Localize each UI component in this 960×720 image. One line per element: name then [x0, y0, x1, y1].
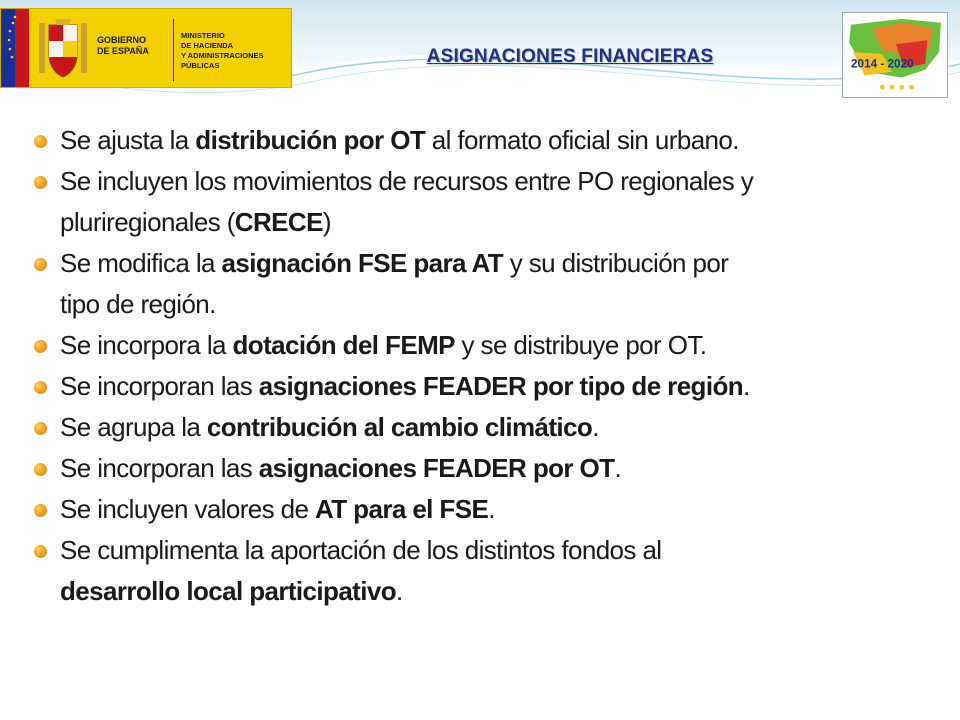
bullet-text: pluriregionales (	[60, 207, 235, 237]
bullet-list	[32, 120, 937, 612]
bullet-text: Se incluyen valores de	[60, 494, 316, 524]
gobierno-de-espana-text: GOBIERNO DE ESPAÑA	[97, 35, 149, 56]
bullet-text: .	[488, 494, 495, 524]
bullet-dot-icon	[34, 463, 47, 476]
bullet-item	[32, 489, 937, 530]
bullet-item	[32, 161, 937, 243]
bullet-bold-text: CRECE	[234, 207, 323, 237]
bullet-text: )	[322, 207, 331, 237]
logo-divider	[173, 19, 174, 81]
bullet-bold-text: AT para el FSE	[315, 494, 489, 524]
bullet-text: Se incorporan las	[60, 453, 259, 483]
bullet-dot-icon	[34, 135, 47, 148]
bullet-text: Se ajusta la	[60, 125, 196, 155]
bullet-text: .	[396, 576, 403, 606]
bullet-bold-text: distribución por OT	[195, 125, 426, 155]
bullet-text: Se cumplimenta la aportación de los distintos fondos al	[60, 535, 662, 565]
bullet-text: Se modifica la	[60, 248, 222, 278]
bullet-item	[32, 448, 937, 489]
bullet-dot-icon	[34, 545, 47, 558]
bullet-text: Se agrupa la	[60, 412, 207, 442]
bullet-item	[32, 120, 937, 161]
bullet-text: .	[743, 371, 750, 401]
period-logo-text: 2014 - 2020	[851, 57, 914, 71]
bullet-text: Se incorpora la	[60, 330, 233, 360]
bullet-item	[32, 243, 937, 325]
bullet-bold-text: asignación FSE para AT	[221, 248, 504, 278]
bullet-item	[32, 530, 937, 612]
bullet-item	[32, 407, 937, 448]
bullet-bold-text: desarrollo local participativo	[60, 576, 396, 606]
coat-of-arms-icon	[35, 17, 91, 81]
bullet-dot-icon	[34, 381, 47, 394]
bullet-text: y se distribuye por OT.	[454, 330, 707, 360]
eu-stars-icon	[5, 9, 27, 87]
bullet-text: Se incorporan las	[60, 371, 259, 401]
bullet-text: .	[592, 412, 599, 442]
bullet-text: .	[614, 453, 622, 483]
bullet-bold-text: asignaciones FEADER por OT	[258, 453, 615, 483]
bullet-bold-text: dotación del FEMP	[232, 330, 455, 360]
bullet-bold-text: contribución al cambio climático	[206, 412, 593, 442]
bullet-item	[32, 325, 937, 366]
bullet-item	[32, 366, 937, 407]
bullet-dot-icon	[34, 504, 47, 517]
bullet-text: tipo de región.	[60, 289, 216, 319]
bullet-list-container	[32, 120, 937, 612]
bullet-text: y su distribución por	[503, 248, 729, 278]
bullet-dot-icon	[34, 258, 47, 271]
slide-title: ASIGNACIONES FINANCIERAS	[426, 46, 714, 67]
bullet-dot-icon	[34, 340, 47, 353]
ministry-text: MINISTERIO DE HACIENDA Y ADMINISTRACIONES PÚBLICAS	[181, 31, 264, 70]
period-2014-2020-logo	[842, 12, 948, 98]
bullet-text: al formato oficial sin urbano.	[425, 125, 739, 155]
bullet-text: Se incluyen los movimientos de recursos entre PO regionales y	[60, 166, 754, 196]
bullet-dot-icon	[34, 176, 47, 189]
bullet-bold-text: asignaciones FEADER por tipo de región	[258, 371, 744, 401]
bullet-dot-icon	[34, 422, 47, 435]
government-logo	[0, 8, 292, 88]
